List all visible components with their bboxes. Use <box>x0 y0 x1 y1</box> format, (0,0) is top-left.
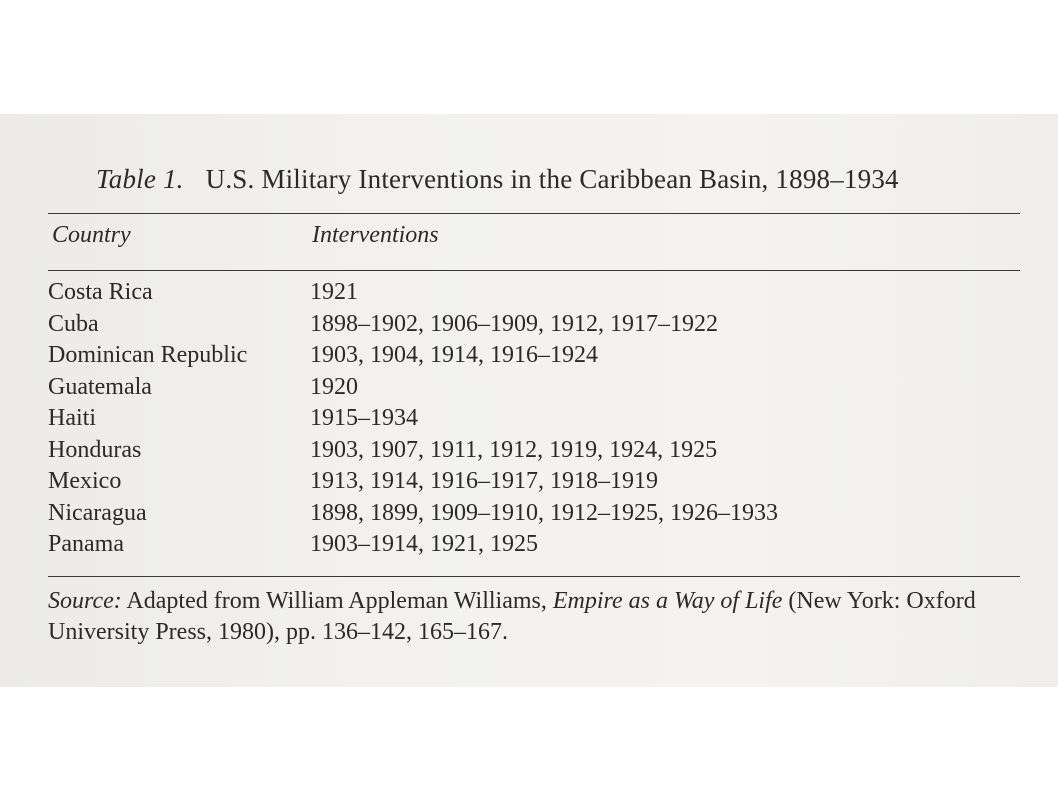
table-body <box>48 279 988 563</box>
top-rule <box>48 213 1020 214</box>
source-book-title: Empire as a Way of Life <box>552 588 783 614</box>
source-label: Source: <box>48 588 122 614</box>
table-row <box>48 342 988 374</box>
country-cell: Dominican Republic <box>48 342 248 368</box>
bottom-rule <box>48 576 1020 577</box>
table-row <box>48 468 988 500</box>
interventions-cell: 1903, 1907, 1911, 1912, 1919, 1924, 1925 <box>310 436 718 463</box>
interventions-cell: 1913, 1914, 1916–1917, 1918–1919 <box>310 468 658 494</box>
table-row <box>48 500 988 532</box>
table-row <box>48 437 988 469</box>
source-text-after: (New York: Oxford University Press, 1980), pp. 136–142, 165–167. <box>48 588 976 645</box>
interventions-cell: 1898, 1899, 1909–1910, 1912–1925, 1926–1933 <box>310 499 778 526</box>
country-cell: Cuba <box>48 310 99 337</box>
table-row <box>48 531 988 563</box>
source-text-before: Adapted from William Appleman Williams, <box>121 588 553 614</box>
header-rule <box>48 270 1020 271</box>
interventions-cell: 1920 <box>310 373 358 400</box>
country-cell: Costa Rica <box>48 279 153 305</box>
column-header-interventions: Interventions <box>312 222 439 248</box>
country-cell: Nicaragua <box>48 499 147 526</box>
country-cell: Mexico <box>48 468 122 494</box>
country-cell: Guatemala <box>48 373 152 400</box>
table-row <box>48 374 988 406</box>
table-row <box>48 279 988 311</box>
interventions-cell: 1903–1914, 1921, 1925 <box>310 531 538 557</box>
table-caption <box>96 164 899 195</box>
interventions-cell: 1915–1934 <box>310 405 418 431</box>
country-cell: Panama <box>48 531 124 557</box>
interventions-cell: 1921 <box>310 279 358 305</box>
book-page <box>0 114 1058 687</box>
table-row <box>48 405 988 437</box>
source-note <box>48 586 1023 648</box>
column-header-country: Country <box>52 222 131 248</box>
table-row <box>48 311 988 343</box>
interventions-cell: 1903, 1904, 1914, 1916–1924 <box>310 342 598 368</box>
table-label: Table 1. <box>96 164 184 194</box>
country-cell: Honduras <box>48 436 142 463</box>
country-cell: Haiti <box>48 405 96 431</box>
table-title: U.S. Military Interventions in the Caribbean Basin, 1898–1934 <box>205 164 899 194</box>
interventions-cell: 1898–1902, 1906–1909, 1912, 1917–1922 <box>310 310 718 337</box>
